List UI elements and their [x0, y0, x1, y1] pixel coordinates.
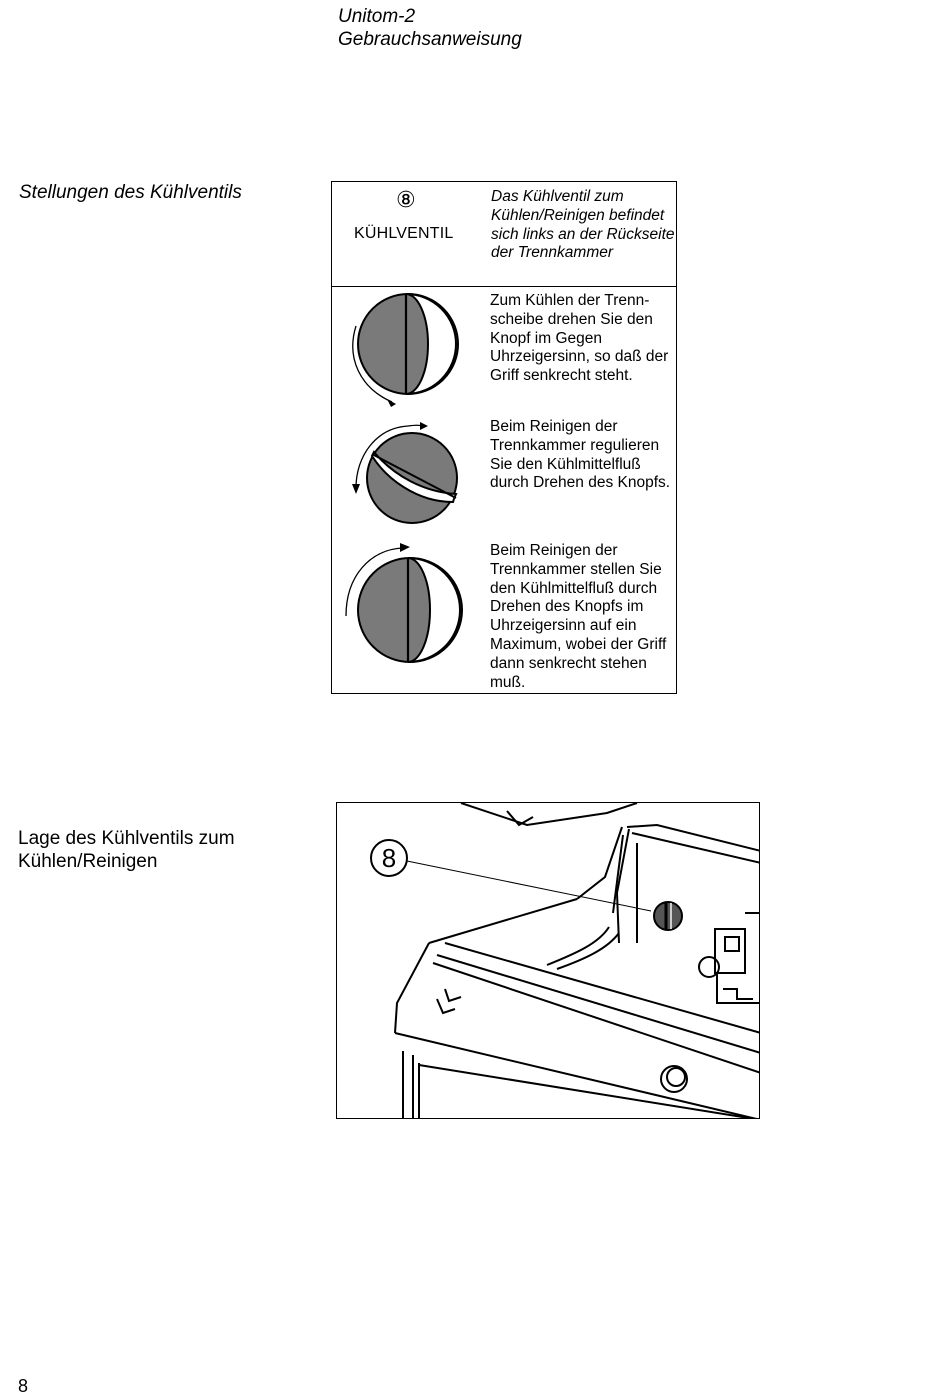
section-title-valve-positions: Stellungen des Kühlventils — [19, 182, 242, 203]
valve-label: KÜHLVENTIL — [354, 225, 454, 242]
machine-illustration — [336, 802, 760, 1119]
knob-vertical-max-flow-icon — [340, 540, 468, 670]
section-title-valve-location: Lage des Kühlventils zum Kühlen/Reinigen — [18, 828, 235, 872]
machine-line-drawing — [337, 803, 760, 1119]
knob-diagonal-cleaning-icon — [346, 418, 466, 528]
header-subtitle: Gebrauchsanweisung — [338, 29, 522, 50]
table-divider — [332, 286, 676, 287]
step-2-text: Beim Reinigen der Trennkammer regulieren Sie den Kühlmittelfluß durch Drehen des Knopfs. — [490, 418, 671, 492]
step-1-text: Zum Kühlen der Trenn-scheibe drehen Sie den Knopf im Gegen Uhrzeigersinn, so daß der Griff senkrecht steht. — [490, 292, 669, 385]
document-header — [338, 5, 522, 51]
knob-vertical-cooling-icon — [340, 288, 468, 412]
page-number: 8 — [18, 1376, 29, 1396]
valve-intro-text: Das Kühlventil zum Kühlen/Reinigen befindet sich links an der Rückseite der Trennkammer — [491, 188, 675, 262]
valve-positions-table — [331, 181, 677, 694]
step-3-text: Beim Reinigen der Trennkammer stellen Sie den Kühlmittelfluß durch Drehen des Knopfs im Uhrzeigersinn auf ein Maximum, wobei der Griff dann senkrecht stehen muß. — [490, 542, 667, 691]
marker-8-label: 8 — [381, 843, 397, 873]
header-title: Unitom-2 — [338, 6, 416, 27]
marker-8-symbol: ⑧ — [396, 188, 416, 213]
